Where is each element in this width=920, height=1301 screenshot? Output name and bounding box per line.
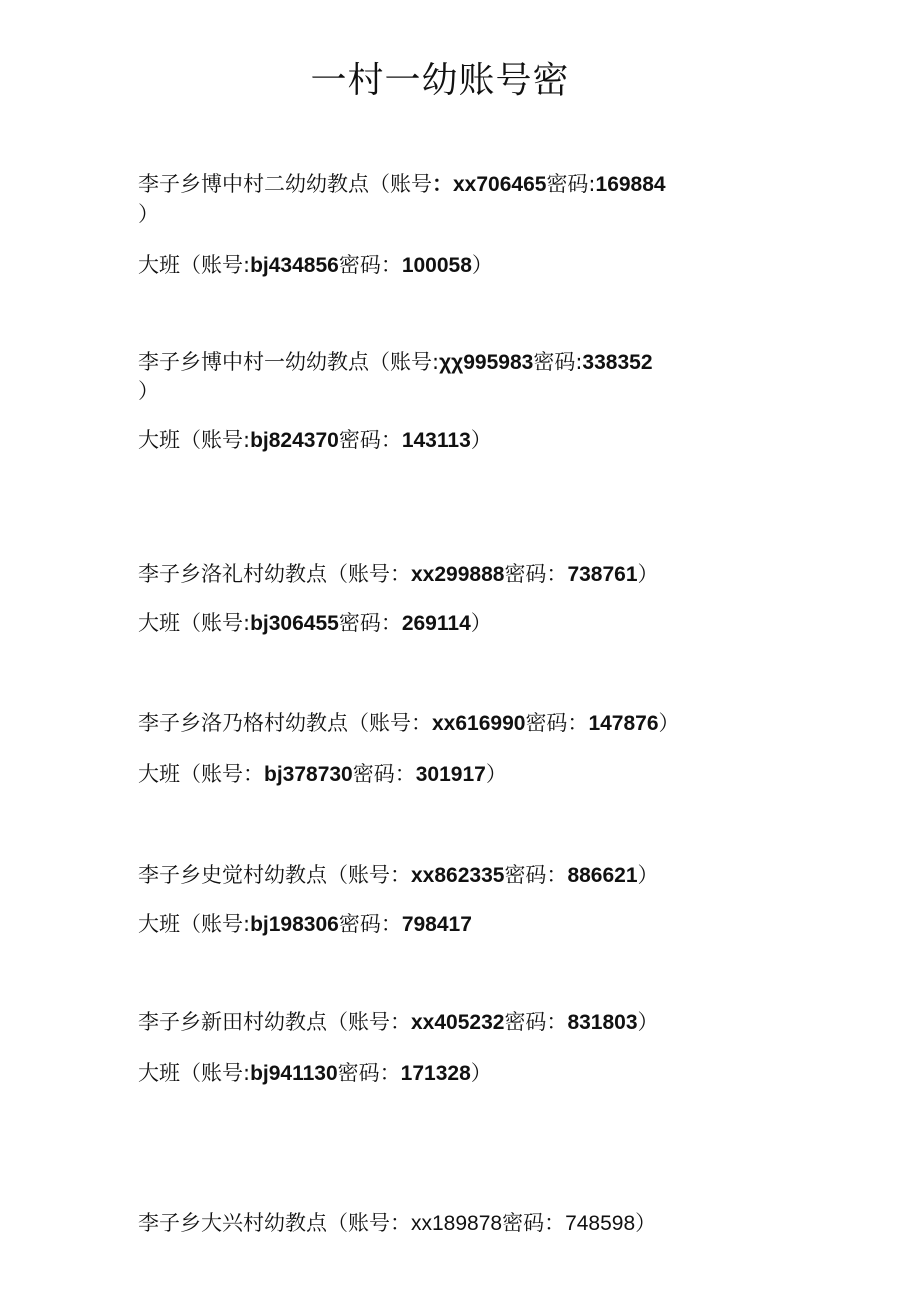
password-label: 密码: <box>533 350 583 374</box>
closing-paren: ） <box>637 1010 659 1034</box>
closing-paren: ） <box>471 253 493 277</box>
school-name: 李子乡大兴村幼教点（账号： <box>138 1211 411 1235</box>
password-label: 密码: <box>546 172 596 196</box>
account-value: bj824370 <box>250 429 339 452</box>
class-entry-line <box>138 427 492 454</box>
school-entry-line <box>138 1210 656 1237</box>
password-value: 171328 <box>400 1062 471 1085</box>
password-value: 338352 <box>582 351 653 374</box>
separator: ： <box>432 173 453 196</box>
closing-paren: ） <box>470 611 492 635</box>
password-value: 100058 <box>401 254 472 277</box>
school-name: 李子乡博中村二幼幼教点（账号 <box>138 172 432 196</box>
password-label: 密码： <box>504 863 568 887</box>
password-label: 密码： <box>352 762 416 786</box>
class-entry-line <box>138 252 493 279</box>
class-label: 大班（账号: <box>138 253 251 277</box>
account-value: xx405232 <box>411 1011 505 1034</box>
password-value: 269114 <box>401 612 471 635</box>
account-value: bj198306 <box>250 913 339 936</box>
password-value: 147876 <box>588 712 659 735</box>
class-entry-line <box>138 610 492 637</box>
page-title: 一村一幼账号密 <box>310 60 570 101</box>
school-entry-line <box>138 710 680 737</box>
password-label: 密码： <box>525 711 589 735</box>
closing-paren: ） <box>635 1211 657 1235</box>
class-entry-line <box>138 1060 492 1087</box>
class-entry-line <box>138 761 507 788</box>
school-entry-line <box>138 171 666 198</box>
password-label: 密码： <box>337 1061 401 1085</box>
school-name: 李子乡史觉村幼教点（账号： <box>138 863 411 887</box>
password-label: 密码： <box>338 912 402 936</box>
school-entry-line <box>138 349 653 376</box>
closing-paren: ） <box>485 762 507 786</box>
class-entry-line <box>138 911 472 938</box>
class-label: 大班（账号： <box>138 762 264 786</box>
account-value: xx706465 <box>453 173 547 196</box>
class-label: 大班（账号: <box>138 428 251 452</box>
password-value: 169884 <box>595 173 666 196</box>
closing-paren: ） <box>637 562 659 586</box>
class-label: 大班（账号: <box>138 611 251 635</box>
school-name: 李子乡洛乃格村幼教点（账号： <box>138 711 432 735</box>
school-entry-line <box>138 862 659 889</box>
password-value: 143113 <box>401 429 471 452</box>
password-label: 密码： <box>504 562 568 586</box>
password-label: 密码： <box>504 1010 568 1034</box>
account-value: xx862335 <box>411 864 505 887</box>
password-value: 831803 <box>567 1011 638 1034</box>
account-value: χχ995983 <box>439 351 534 374</box>
school-entry-line <box>138 561 659 588</box>
account-value: bj434856 <box>250 254 339 277</box>
password-label: 密码： <box>338 428 402 452</box>
password-label: 密码： <box>338 253 402 277</box>
password-value: 798417 <box>401 913 472 936</box>
class-label: 大班（账号: <box>138 1061 251 1085</box>
closing-paren: ） <box>138 202 159 226</box>
school-name: 李子乡新田村幼教点（账号： <box>138 1010 411 1034</box>
account-value: xx299888 <box>411 563 505 586</box>
password-label: 密码： <box>338 611 402 635</box>
school-entry-line <box>138 1009 659 1036</box>
account-value: bj378730 <box>264 763 353 786</box>
account-value: bj941130 <box>250 1062 338 1085</box>
password-value: 738761 <box>567 563 638 586</box>
closing-paren: ） <box>470 1061 492 1085</box>
closing-paren: ） <box>138 379 159 403</box>
class-label: 大班（账号: <box>138 912 251 936</box>
password-value: 886621 <box>567 864 638 887</box>
account-value: bj306455 <box>250 612 339 635</box>
account-value: xx189878 <box>411 1212 503 1235</box>
password-label: 密码： <box>502 1211 566 1235</box>
school-name: 李子乡博中村一幼幼教点（账号: <box>138 350 440 374</box>
closing-paren: ） <box>658 711 680 735</box>
password-value: 748598 <box>565 1212 636 1235</box>
account-value: xx616990 <box>432 712 526 735</box>
password-value: 301917 <box>415 763 486 786</box>
closing-paren: ） <box>470 428 492 452</box>
school-name: 李子乡洛礼村幼教点（账号： <box>138 562 411 586</box>
closing-paren: ） <box>637 863 659 887</box>
